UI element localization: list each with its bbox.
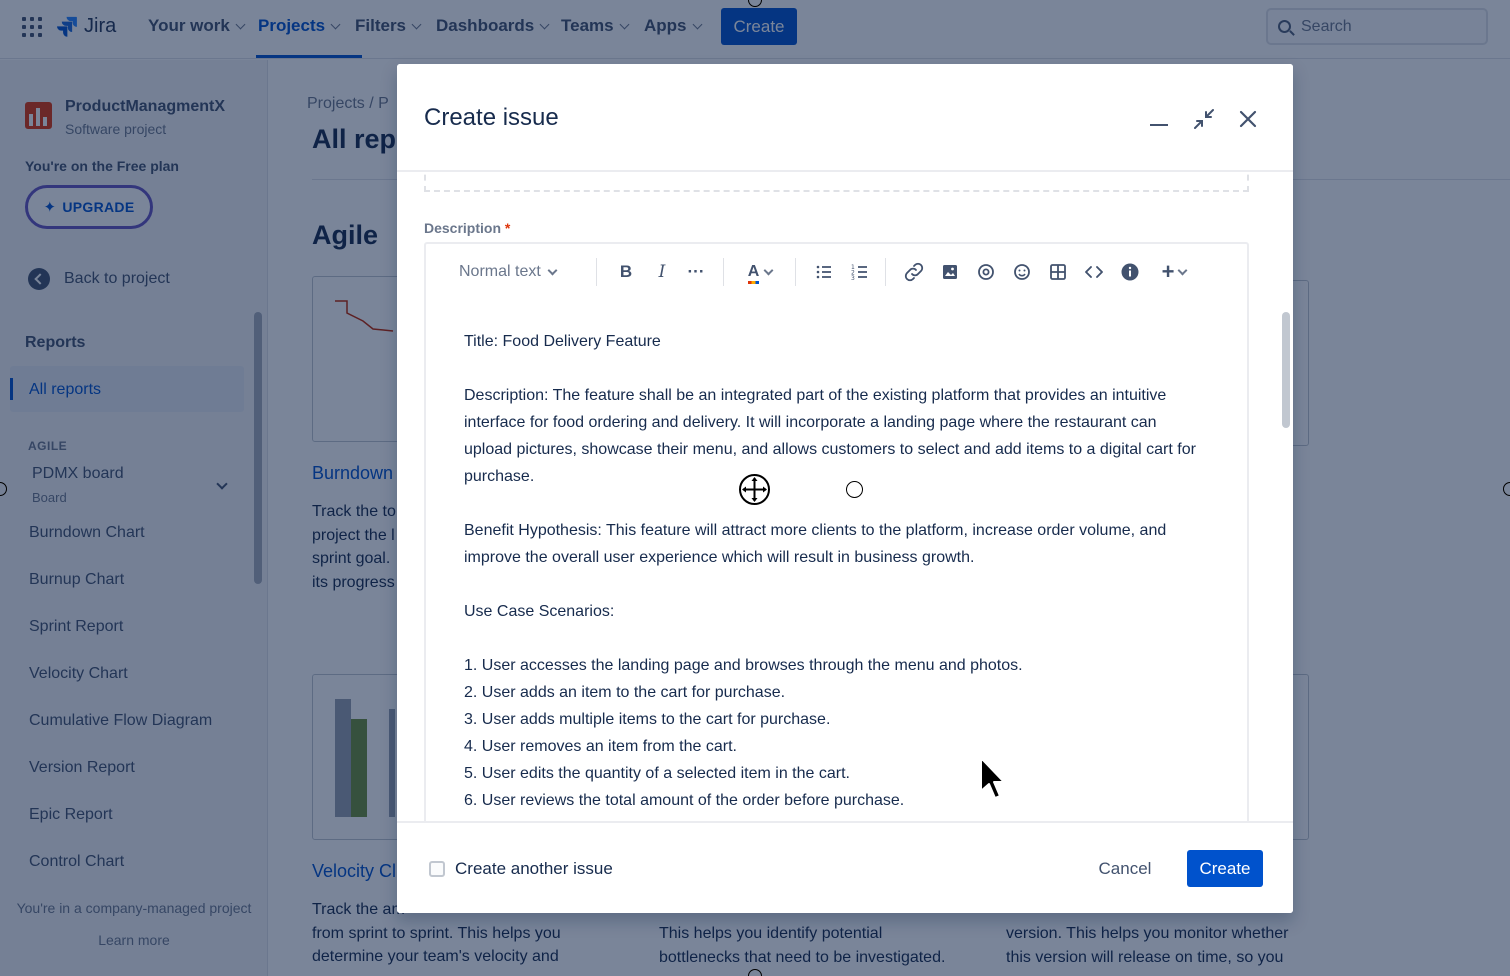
description-line: 6. User reviews the total amount of the order before purchase. bbox=[464, 792, 905, 809]
drag-handle-right[interactable] bbox=[1503, 482, 1510, 496]
svg-text:1: 1 bbox=[851, 264, 855, 271]
svg-text:3: 3 bbox=[851, 275, 855, 282]
chevron-down-icon bbox=[547, 265, 557, 275]
modal-scrollbar[interactable] bbox=[1278, 172, 1293, 821]
drag-handle[interactable] bbox=[846, 481, 863, 498]
modal-scrollbar-thumb[interactable] bbox=[1282, 312, 1290, 428]
required-marker: * bbox=[504, 220, 511, 236]
toolbar-separator bbox=[723, 258, 724, 286]
description-content[interactable] bbox=[464, 328, 1224, 814]
modal-title: Create issue bbox=[424, 104, 559, 131]
description-line: 1. User accesses the landing page and browses through the menu and photos. bbox=[464, 657, 1023, 674]
create-another-label[interactable]: Create another issue bbox=[455, 859, 613, 878]
table-icon[interactable] bbox=[1046, 260, 1070, 284]
description-line: interface for food ordering and delivery. It will incorporate a landing page where the restaurant can bbox=[464, 414, 1157, 431]
link-icon[interactable] bbox=[902, 260, 926, 284]
more-formatting-icon[interactable]: ··· bbox=[687, 262, 705, 281]
mouse-pointer-icon bbox=[978, 756, 1008, 804]
blank-line bbox=[464, 355, 1224, 382]
text-color-icon[interactable]: A bbox=[740, 260, 780, 284]
collapse-button[interactable] bbox=[1187, 102, 1221, 136]
italic-icon[interactable]: I bbox=[658, 262, 666, 282]
blank-line bbox=[464, 490, 1224, 517]
chevron-down-icon bbox=[1178, 265, 1188, 275]
svg-text:2: 2 bbox=[851, 269, 855, 277]
numbered-list-icon[interactable] bbox=[848, 260, 872, 284]
code-icon[interactable] bbox=[1082, 260, 1106, 284]
description-label: Description * bbox=[424, 220, 511, 236]
toolbar-separator bbox=[885, 258, 886, 286]
create-issue-modal bbox=[397, 64, 1293, 913]
description-line: 3. User adds multiple items to the cart for purchase. bbox=[464, 711, 831, 728]
move-cursor-icon bbox=[739, 474, 770, 505]
emoji-icon[interactable] bbox=[1010, 260, 1034, 284]
insert-more-icon[interactable]: + bbox=[1156, 260, 1192, 284]
close-icon bbox=[1236, 107, 1260, 131]
minimize-icon bbox=[1150, 124, 1168, 126]
description-line: improve the overall user experience which will result in business growth. bbox=[464, 549, 975, 566]
bullet-list-icon[interactable] bbox=[812, 260, 836, 284]
blank-line bbox=[464, 571, 1224, 598]
attachment-dropzone[interactable] bbox=[424, 172, 1249, 192]
toolbar-separator bbox=[795, 258, 796, 286]
modal-footer bbox=[397, 821, 1293, 913]
description-line: purchase. bbox=[464, 468, 535, 485]
mention-icon[interactable] bbox=[974, 260, 998, 284]
info-panel-icon[interactable] bbox=[1118, 260, 1142, 284]
blank-line bbox=[464, 625, 1224, 652]
description-line: 2. User adds an item to the cart for purchase. bbox=[464, 684, 786, 701]
modal-header bbox=[397, 64, 1293, 172]
close-button[interactable] bbox=[1231, 102, 1265, 136]
cancel-button[interactable]: Cancel bbox=[1085, 850, 1165, 887]
modal-body bbox=[397, 172, 1293, 821]
create-button[interactable]: Create bbox=[1187, 850, 1263, 887]
minimize-button[interactable] bbox=[1143, 102, 1177, 136]
bold-icon[interactable]: B bbox=[619, 262, 633, 281]
description-line: Description: The feature shall be an integrated part of the existing platform that provides an intuitive bbox=[464, 387, 1167, 404]
drag-handle-bottom[interactable] bbox=[748, 969, 762, 976]
description-line: upload pictures, showcase their menu, and allows customers to select and add items to a digital cart for bbox=[464, 441, 1196, 458]
description-line: Title: Food Delivery Feature bbox=[464, 333, 661, 350]
collapse-icon bbox=[1192, 107, 1216, 131]
image-icon[interactable] bbox=[938, 260, 962, 284]
toolbar-separator bbox=[596, 258, 597, 286]
chevron-down-icon bbox=[764, 265, 774, 275]
text-style-dropdown[interactable]: Normal text bbox=[459, 260, 556, 284]
editor-toolbar bbox=[426, 244, 1247, 300]
create-another-checkbox[interactable] bbox=[429, 861, 445, 877]
description-editor[interactable] bbox=[424, 242, 1249, 821]
description-line: 4. User removes an item from the cart. bbox=[464, 738, 737, 755]
description-line: 5. User edits the quantity of a selected item in the cart. bbox=[464, 765, 850, 782]
description-line: Benefit Hypothesis: This feature will attract more clients to the platform, increase order volume, and bbox=[464, 522, 1167, 539]
description-line: Use Case Scenarios: bbox=[464, 603, 615, 620]
